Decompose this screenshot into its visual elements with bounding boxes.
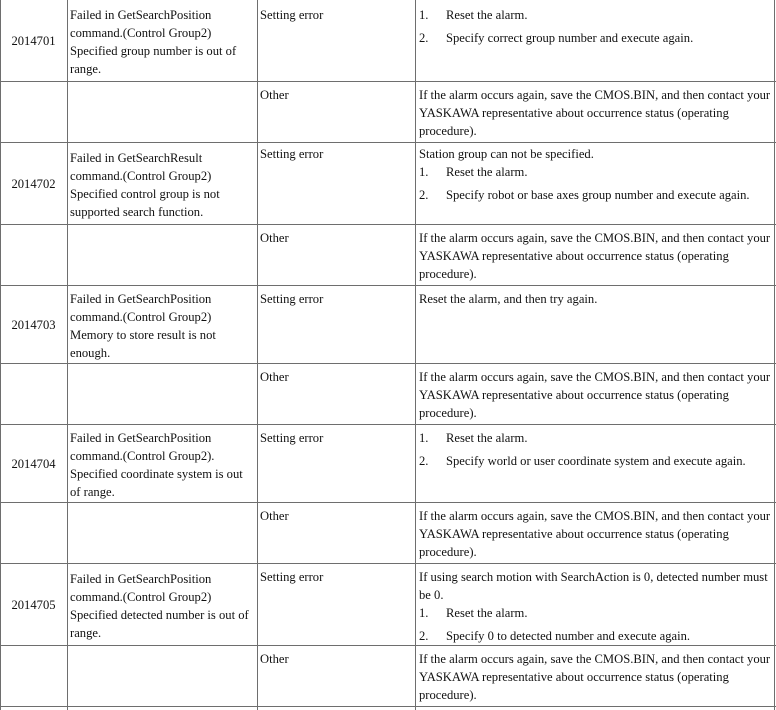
- remedy-text: If the alarm occurs again, save the CMOS.BIN, and then contact your YASKAWA representative about occurrence status (operating procedure).: [419, 88, 771, 138]
- remedy-text: Reset the alarm, and then try again.: [419, 292, 598, 306]
- remedy: [416, 82, 774, 142]
- error-type: Setting error: [260, 570, 324, 584]
- alarm-code: 2014702: [11, 176, 56, 191]
- alarm-cause: Failed in GetSearchPosition command.(Control Group2) Specified detected number is out of range.: [70, 572, 249, 640]
- alarm-cause: Failed in GetSearchPosition command.(Control Group2) Specified group number is out of range.: [70, 8, 237, 76]
- error-type: Setting error: [260, 292, 324, 306]
- remedy-step: 1. Reset the alarm.: [419, 606, 528, 620]
- column-divider: [774, 0, 775, 710]
- remedy-step: 2. Specify robot or base axes group number and execute again.: [419, 188, 750, 202]
- remedy: [416, 646, 774, 706]
- remedy: [416, 503, 774, 563]
- remedy: [416, 2, 774, 81]
- remedy: [416, 141, 774, 224]
- error-type: Setting error: [260, 147, 324, 161]
- remedy-step: 1. Reset the alarm.: [419, 165, 528, 179]
- row-divider: [0, 706, 776, 707]
- alarm-code: 2014705: [11, 597, 56, 612]
- remedy-step: 2. Specify world or user coordinate system and execute again.: [419, 454, 746, 468]
- alarm-cause: Failed in GetSearchPosition command.(Control Group2) Memory to store result is not enough.: [70, 292, 216, 360]
- error-type: Other: [260, 370, 289, 384]
- remedy: [416, 364, 774, 424]
- error-type: Setting error: [260, 8, 324, 22]
- remedy-text: If using search motion with SearchAction is 0, detected number must be 0.: [419, 570, 768, 602]
- error-type: Setting error: [260, 431, 324, 445]
- alarm-code: 2014701: [11, 33, 56, 48]
- alarm-code: 2014704: [11, 456, 56, 471]
- remedy-step: 2. Specify 0 to detected number and execute again.: [419, 629, 691, 643]
- error-type: Other: [260, 652, 289, 666]
- alarm-cause: Failed in GetSearchResult command.(Control Group2) Specified control group is not supported search function.: [70, 151, 220, 219]
- remedy: [416, 225, 774, 285]
- remedy: [416, 564, 774, 645]
- alarm-cause: Failed in GetSearchPosition command.(Control Group2). Specified coordinate system is out of range.: [70, 431, 243, 499]
- remedy-step: 2. Specify correct group number and execute again.: [419, 31, 694, 45]
- remedy-step: 1. Reset the alarm.: [419, 431, 528, 445]
- remedy-step: 1. Reset the alarm.: [419, 8, 528, 22]
- remedy: [416, 286, 774, 363]
- error-type: Other: [260, 509, 289, 523]
- alarm-code: 2014703: [11, 317, 56, 332]
- remedy-text: Station group can not be specified.: [419, 147, 594, 161]
- remedy-text: If the alarm occurs again, save the CMOS.BIN, and then contact your YASKAWA representative about occurrence status (operating procedure).: [419, 509, 771, 559]
- remedy: [416, 425, 774, 502]
- remedy-text: If the alarm occurs again, save the CMOS.BIN, and then contact your YASKAWA representative about occurrence status (operating procedure).: [419, 231, 771, 281]
- error-type: Other: [260, 88, 289, 102]
- remedy-text: If the alarm occurs again, save the CMOS.BIN, and then contact your YASKAWA representative about occurrence status (operating procedure).: [419, 370, 771, 420]
- error-type: Other: [260, 231, 289, 245]
- remedy-text: If the alarm occurs again, save the CMOS.BIN, and then contact your YASKAWA representative about occurrence status (operating procedure).: [419, 652, 771, 702]
